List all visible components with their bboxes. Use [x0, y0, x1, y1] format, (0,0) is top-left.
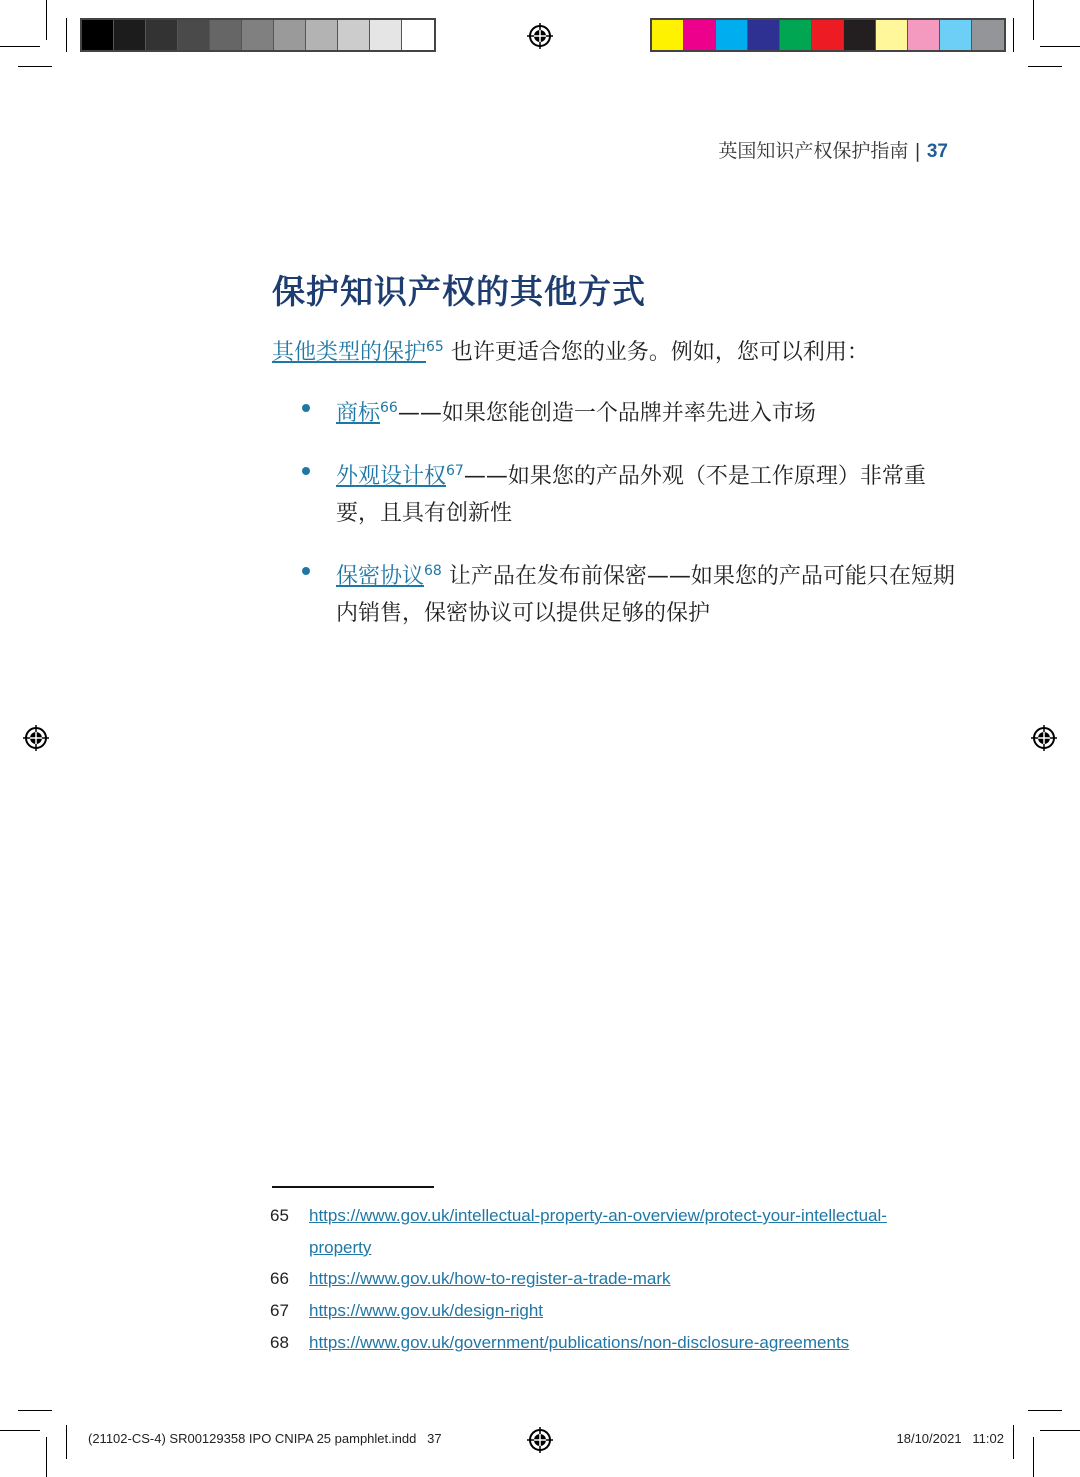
slug-date: 18/10/2021 — [896, 1431, 962, 1446]
color-swatch — [780, 20, 812, 50]
footnote-ref[interactable]: 68 — [424, 563, 442, 579]
footnote-number: 68 — [270, 1332, 289, 1352]
color-swatch — [908, 20, 940, 50]
footnote — [270, 1295, 909, 1327]
footnote-ref[interactable]: 66 — [380, 400, 398, 416]
bullet-dot-icon — [302, 567, 310, 575]
list-item — [300, 553, 960, 632]
color-swatch — [940, 20, 972, 50]
color-swatch — [306, 20, 338, 50]
color-swatch — [876, 20, 908, 50]
slug-time: 11:02 — [972, 1431, 1004, 1446]
crop-mark — [1033, 0, 1034, 40]
list-item — [300, 453, 960, 532]
slug-filename: (21102-CS-4) SR00129358 IPO CNIPA 25 pamphlet.indd — [88, 1431, 417, 1446]
bullet-dot-icon — [302, 404, 310, 412]
intro-text: 也许更适合您的业务。例如，您可以利用： — [450, 340, 869, 365]
bullet-text: 让产品在发布前保密——如果您的产品可能只在短期内销售，保密协议可以提供足够的保护 — [336, 564, 955, 626]
crop-mark — [46, 1437, 47, 1477]
crop-mark — [66, 18, 67, 52]
color-swatch — [274, 20, 306, 50]
color-swatch — [844, 20, 876, 50]
running-header — [718, 136, 948, 163]
bullet-text: ——如果您的产品外观（不是工作原理）非常重要，且具有创新性 — [336, 464, 926, 526]
crop-mark — [0, 1430, 40, 1431]
process-color-bar — [650, 18, 1006, 52]
registration-mark-icon — [527, 23, 553, 49]
crop-mark — [1013, 1425, 1014, 1459]
color-swatch — [652, 20, 684, 50]
crop-mark — [1028, 66, 1062, 67]
grayscale-color-bar — [80, 18, 436, 52]
crop-mark — [18, 66, 52, 67]
color-swatch — [972, 20, 1004, 50]
footnote-ref[interactable]: 65 — [426, 339, 444, 355]
slug-page: 37 — [427, 1431, 442, 1446]
registration-mark-icon — [527, 1427, 553, 1453]
footnote-number: 65 — [270, 1206, 289, 1225]
design-right-link[interactable]: 外观设计权 — [336, 464, 447, 489]
footnote-link[interactable]: https://www.gov.uk/how-to-register-a-trade-mark — [309, 1269, 671, 1289]
intro-paragraph — [272, 335, 869, 366]
color-swatch — [370, 20, 402, 50]
crop-mark — [1028, 1410, 1062, 1411]
bullet-dot-icon — [302, 467, 310, 475]
footnote-link[interactable]: https://www.gov.uk/government/publications/non-disclosure-agreements — [309, 1332, 850, 1352]
crop-mark — [46, 0, 47, 40]
bullet-text: ——如果您能创造一个品牌并率先进入市场 — [397, 401, 816, 426]
footnote — [270, 1263, 909, 1295]
crop-mark — [18, 1410, 52, 1411]
footnotes — [270, 1200, 909, 1359]
crop-mark — [1040, 46, 1080, 47]
trademark-link[interactable]: 商标 — [336, 401, 381, 426]
footnote-ref[interactable]: 67 — [446, 463, 464, 479]
footnote-number: 67 — [270, 1301, 289, 1321]
registration-mark-icon — [23, 725, 49, 751]
nda-link[interactable]: 保密协议 — [336, 564, 425, 589]
crop-mark — [1040, 1430, 1080, 1431]
color-swatch — [338, 20, 370, 50]
color-swatch — [684, 20, 716, 50]
bullet-list — [300, 390, 960, 653]
color-swatch — [82, 20, 114, 50]
registration-mark-icon — [1031, 725, 1057, 751]
color-swatch — [402, 20, 434, 50]
intro-link[interactable]: 其他类型的保护 — [272, 340, 427, 365]
color-swatch — [242, 20, 274, 50]
slug-file-info — [88, 1431, 442, 1446]
color-swatch — [178, 20, 210, 50]
color-swatch — [716, 20, 748, 50]
footnote-number: 66 — [270, 1269, 289, 1289]
footnote — [270, 1327, 909, 1359]
list-item — [300, 390, 960, 432]
color-swatch — [114, 20, 146, 50]
page-number: 37 — [926, 141, 948, 162]
header-separator: | — [914, 140, 921, 162]
color-swatch — [210, 20, 242, 50]
color-swatch — [748, 20, 780, 50]
footnote — [270, 1200, 909, 1263]
section-title: 保护知识产权的其他方式 — [272, 272, 646, 311]
crop-mark — [66, 1425, 67, 1459]
footnote-link[interactable]: https://www.gov.uk/design-right — [309, 1301, 544, 1321]
color-swatch — [812, 20, 844, 50]
footnote-link[interactable]: https://www.gov.uk/intellectual-property-an-overview/protect-your-intellectual-property — [309, 1206, 887, 1257]
color-swatch — [146, 20, 178, 50]
crop-mark — [0, 46, 40, 47]
crop-mark — [1013, 18, 1014, 52]
crop-mark — [1033, 1437, 1034, 1477]
slug-timestamp — [897, 1431, 1005, 1446]
header-title: 英国知识产权保护指南 — [718, 140, 909, 162]
footnote-divider — [272, 1186, 434, 1188]
